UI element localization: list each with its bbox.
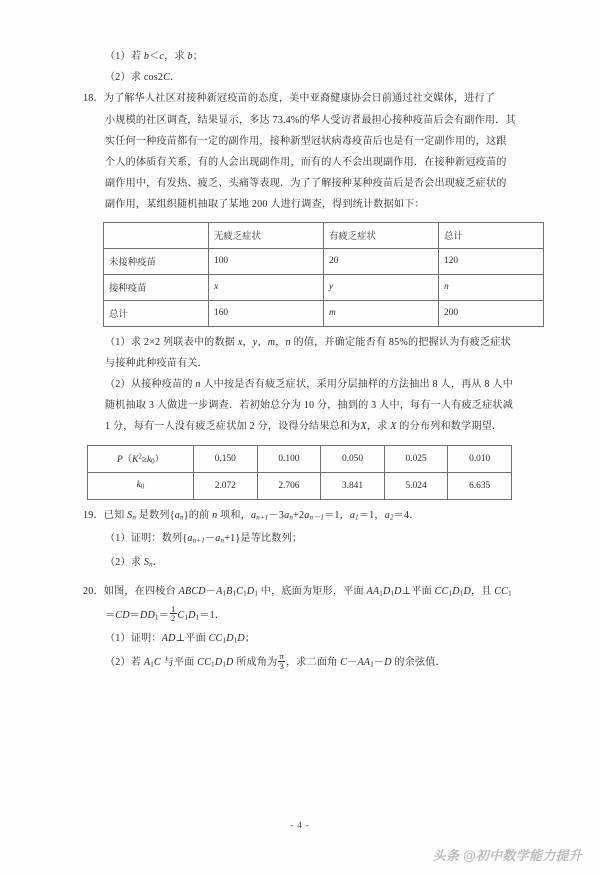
q20-part2-C: C [153,657,161,669]
q19-a-symbol: a [174,509,180,521]
cell-vacc-nofatigue: x [209,274,324,300]
q19-a2-symbol: a [384,509,390,521]
q19-a-subscript: n [180,513,184,522]
half-fraction [170,605,177,624]
q19-a1-symbol: a [349,509,356,521]
k2-header-k0 [88,472,194,499]
q18-sep-3: ， [275,336,286,348]
q17-part2-text: 求 cos2 [130,72,164,84]
q20-part2-label: （2） [105,657,131,669]
q18-var-y: y [252,336,258,348]
q20-D1b: D [382,585,391,597]
q18-var-n: n [285,336,291,348]
q20-D-plain: D [394,585,402,597]
q20-text-a: 如图，在四棱台 [103,585,179,597]
table-row [104,300,544,326]
q19-eq-3: ＝4． [393,509,420,521]
k2-prob-value: 0.025 [384,445,448,472]
q17-part2-end: ． [170,72,181,84]
q20-part2-text-e: 的余弦值． [391,657,446,669]
q19-a2-subscript: 2 [389,513,394,522]
cell-vacc-fatigue: y [324,274,439,300]
q18-part1-label: （1） [105,336,131,348]
q20-part1-CC: CC [208,633,223,645]
k2-critical-value: 2.072 [194,472,258,499]
k2-exponent: 2 [138,452,142,461]
q20-D1: D [246,585,255,597]
q18-stem-line-3: 实任何一种疫苗都有一定的副作用，接种新型冠状病毒疫苗后也是有一定副作用的，这跟 [105,135,507,147]
q17-lt-sign: ＜ [149,51,160,62]
q20-DD1: DD [140,609,156,621]
q17-part1-text-a: 若 [130,51,144,62]
q20-D1c: D [452,585,460,597]
k2-prob-value: 0.100 [257,445,321,472]
k2-paren-close: ） [154,455,165,466]
q17-math-b: b [143,51,150,62]
q18-part1-text-b: 的值，并确定能否有 85%的把握认为有疲乏症状 [290,336,511,348]
q20-eq-3: ＝ [158,609,170,621]
q20-part2-text-d: ，求二面角 [285,657,341,669]
q19-part2-S: S [143,557,150,569]
fraction-denominator: 2 [171,613,176,624]
q18-stem-line-2: 小规模的社区调查，结果显示，多达 73.4%的华人受访者最担心接种疫苗后会有副作用．其 [105,114,516,126]
table-row [88,445,512,472]
q18-part2-text-d: ，求 [366,421,391,433]
q20-part1-D: D [237,633,245,645]
q19-eq-2: ＝1， [358,509,385,521]
q17-math-c: c [159,51,165,62]
table-row [88,472,512,499]
q20-CC1: CC [434,585,449,597]
contingency-table [103,222,544,327]
q18-part2-line-1 [83,374,520,395]
table-header-no-fatigue: 无疲乏症状 [209,222,324,248]
q20-AA1-sub: 1 [379,589,383,598]
q19-text-b: 是数列{ [136,509,175,521]
k2-header-probability [88,445,194,472]
q19-minus-3: －3 [268,509,285,521]
q20-part2-D: D [226,657,234,669]
cell-total-fatigue: m [324,300,439,326]
q20-D1b-sub: 1 [390,589,395,598]
k2-critical-value-table [87,445,512,500]
q19-part2-text-b: ． [152,557,164,569]
q20-A1: A [216,585,223,597]
table-header-corner [104,222,209,248]
fraction-denominator: 3 [279,660,284,671]
cell-vacc-total: n [439,274,544,300]
k2-prob-value: 0.050 [321,445,385,472]
q20-CD: CD [115,609,130,621]
q18-part1-line-2: 与接种此种疫苗有关． [105,357,208,369]
document-content [83,46,520,676]
q19-text-a: 已知 [103,509,128,521]
q18-part2-text-b: 人中按是否有疲乏症状，采用分层抽样的方法抽出 8 人，再从 8 人中 [200,379,513,391]
row-label-unvaccinated: 未接种疫苗 [104,248,209,274]
row-label-total: 总计 [104,300,209,326]
q20-part2-A1-sub: 1 [150,660,154,669]
q19-an-symbol: a [284,509,290,521]
q18-sep-1: ， [242,336,253,348]
q20-part2-CC-sub: 1 [211,660,215,669]
q20-C1-sub: 1 [243,589,247,598]
q20-dash-3: － [373,657,385,669]
row-label-vaccinated: 接种疫苗 [104,274,209,300]
q19-eq-1: ＝1， [324,509,350,521]
cell-grand-total: 200 [439,300,544,326]
q18-part2-label: （2） [105,379,131,391]
q17-part2-label: （2） [105,72,131,84]
q20-D1-sub: 1 [254,589,259,598]
q18-stem-line-4: 个人的体质有关系，有的人会出现副作用，而有的人不会出现副作用．在接种新冠疫苗的 [105,157,507,169]
k2-critical-value: 5.024 [384,472,448,499]
q19-an1-subscript: n+1 [256,513,269,522]
q18-stem-line-5: 副作用中，有发热、疲乏、头痛等表现．为了了解接种某种疫苗后是否会出现疲乏症状的 [105,178,507,190]
q19-text-d: 项和， [217,509,251,521]
q20-CC1-tail: CC [494,585,509,597]
q19-part1-an1-sub: n+1 [192,536,205,545]
q20-stem-line-2 [83,605,520,629]
q20-CC1-sub: 1 [448,589,453,598]
cell-unvacc-total: 120 [439,248,544,274]
q20-part1-D1-sub: 1 [233,637,238,645]
q20-C1D1-D-sub: 1 [195,613,200,622]
k2-K-symbol: K [132,455,139,466]
k2-critical-value: 3.841 [321,472,385,499]
q20-C1D1-C: C [177,609,185,621]
q20-dash-2: － [347,657,358,669]
k2-critical-value: 2.706 [257,472,321,499]
q20-B1-sub: 1 [232,589,237,598]
watermark: 头条 @初中数学能力提升 [432,848,582,863]
q18-part2-text-a: 从接种疫苗的 [130,379,196,391]
q19-number: 19． [83,509,104,521]
q20-part2-A1: A [143,657,151,669]
q19-anm1-subscript: n－1 [309,513,325,522]
q17-math-C: C [163,72,171,84]
q20-AD: AD [161,633,176,645]
q20-part1-CC-sub: 1 [222,637,227,645]
q20-part2-text-a: 若 [130,657,144,669]
table-row [104,222,544,248]
q19-part1-minus: － [204,533,216,545]
q20-D1c-sub: 1 [459,589,464,598]
q18-number: 18． [83,93,104,105]
q19-stem-line [83,505,520,529]
q18-part1-text-a: 求 2×2 列联表中的数据 [130,336,238,348]
cell-unvacc-nofatigue: 100 [209,248,324,274]
q20-dihedral-AA1-sub: 1 [370,660,374,669]
q18-stem-line-6: 副作用，某组织随机抽取了某地 200 人进行调查，得到统计数据如下： [105,199,425,211]
q20-number: 20． [83,585,104,597]
q20-AA1: AA [366,585,380,597]
q20-part1-text-a: 证明： [130,633,162,645]
q19-part2-line [83,552,520,576]
q19-part1-text-b: +1}是等比数列； [224,533,303,545]
q19-part2-S-sub: n [149,560,153,569]
q20-DD1-sub: 1 [155,613,159,622]
q18-var-X1: X [360,421,367,433]
k2-prob-value: 0.010 [448,445,512,472]
q18-stem-line-1 [83,88,520,109]
k2-paren-open: （ [122,455,133,466]
q20-part1-text-b: 平面 [185,633,209,645]
q20-dihedral-C: C [340,657,348,669]
q20-C1D1-C-sub: 1 [184,613,189,622]
q19-S-symbol: S [127,509,133,521]
q20-C1D1-D: D [188,609,196,621]
q20-part1-end: ； [244,633,256,645]
k2-k-symbol: k [146,455,152,466]
q20-dihedral-AA1: AA [357,657,371,669]
q20-perp-2: ⊥ [175,633,186,645]
pi-over-three-fraction [278,652,285,671]
cell-unvacc-fatigue: 20 [324,248,439,274]
q19-an1-symbol: a [250,509,257,521]
q18-sep-2: ， [257,336,268,348]
k2-k-subscript: 0 [151,457,155,466]
fraction-numerator: 1 [171,603,176,614]
q19-part1-an1: a [187,533,193,545]
q18-part2-text-e: 的分布列和数学期望． [396,421,503,433]
q20-part1-line [83,628,520,652]
k2-critical-value: 6.635 [448,472,512,499]
table-row [104,248,544,274]
table-row [104,274,544,300]
k2-P-symbol: P [116,455,123,466]
q20-part1-D1: D [226,633,234,645]
q20-part2-line [83,652,520,676]
q17-part2-line [83,67,520,88]
k2-k0-subscript: 0 [140,482,145,491]
q17-part1-label: （1） [105,51,131,62]
q20-dihedral-D: D [384,657,392,669]
fraction-numerator: π [279,651,284,662]
q17-part1-text-b: ，求 [164,51,188,62]
q18-var-m: m [267,336,276,348]
q19-a1-subscript: 1 [355,513,359,522]
q19-part1-label: （1） [105,533,131,545]
q20-ABCD: ABCD [178,585,206,597]
q18-part2-text-c: 1 分，每有一人没有疲乏症状加 2 分，设得分结果总和为 [105,421,361,433]
q19-S-subscript: n [132,513,137,522]
k2-k0-symbol: k [136,480,141,491]
q20-eq-1: ＝ [105,609,116,621]
q20-text-d: ，且 [470,585,495,597]
q18-part1-line-1 [83,332,520,353]
q19-part1-an: a [215,533,221,545]
q20-part2-CC: CC [197,657,212,669]
q20-part1-label: （1） [105,633,131,645]
q19-n-symbol: n [212,509,218,521]
q17-math-b2: b [187,51,193,62]
q18-var-X2: X [390,421,397,433]
q20-part2-D1: D [214,657,223,669]
q20-eq-2: ＝ [129,609,141,621]
q17-part1-line [83,46,520,67]
q19-text-c: }的前 [183,509,213,521]
table-header-total: 总计 [439,222,544,248]
q19-part1-an-sub: n [220,536,225,545]
q19-an-subscript: n [289,513,294,522]
q17-part1-end: ； [192,51,203,62]
q20-text-c: 平面 [411,585,435,597]
q20-text-b: 中，底面为矩形，平面 [258,585,367,597]
q20-eq-4: ＝1． [199,609,226,621]
q20-B1: B [226,585,233,597]
q20-A1-sub: 1 [222,589,227,598]
q18-stem-text-1: 为了解华人社区对接种新冠疫苗的态度，美中亚裔健康协会日前通过社交媒体，进行了 [103,93,496,105]
cell-total-nofatigue: 160 [209,300,324,326]
q19-part2-label: （2） [105,557,131,569]
q18-var-x: x [237,336,243,348]
q20-part2-D1-sub: 1 [222,660,227,669]
q20-perp-1: ⊥ [401,585,412,597]
q20-dash-1: － [205,585,217,597]
q19-part1-line [83,528,520,552]
q20-stem-line-1 [83,581,520,605]
k2-ge-sign: ≥ [141,455,147,466]
q20-C1: C [236,585,244,597]
q20-CC1-tail-sub: 1 [508,589,512,598]
q19-part2-text-a: 求 [130,557,144,569]
q20-D-plain2: D [463,585,471,597]
q20-part2-text-c: 所成角为 [233,657,278,669]
q18-part2-line-3 [83,416,520,437]
q18-part2-line-2: 随机抽取 3 人做进一步调查．若初始总分为 10 分，抽到的 3 人中，每有一人有疲乏症状减 [105,400,513,412]
page-number: - 4 - [290,820,310,830]
q18-var-n2: n [195,379,201,391]
q20-part2-text-b: 与平面 [160,657,198,669]
q19-plus-2: +2 [293,509,305,521]
table-header-has-fatigue: 有疲乏症状 [324,222,439,248]
q19-part1-text-a: 证明：数列{ [130,533,188,545]
k2-prob-value: 0.150 [194,445,258,472]
q19-anm1-symbol: a [304,509,310,521]
